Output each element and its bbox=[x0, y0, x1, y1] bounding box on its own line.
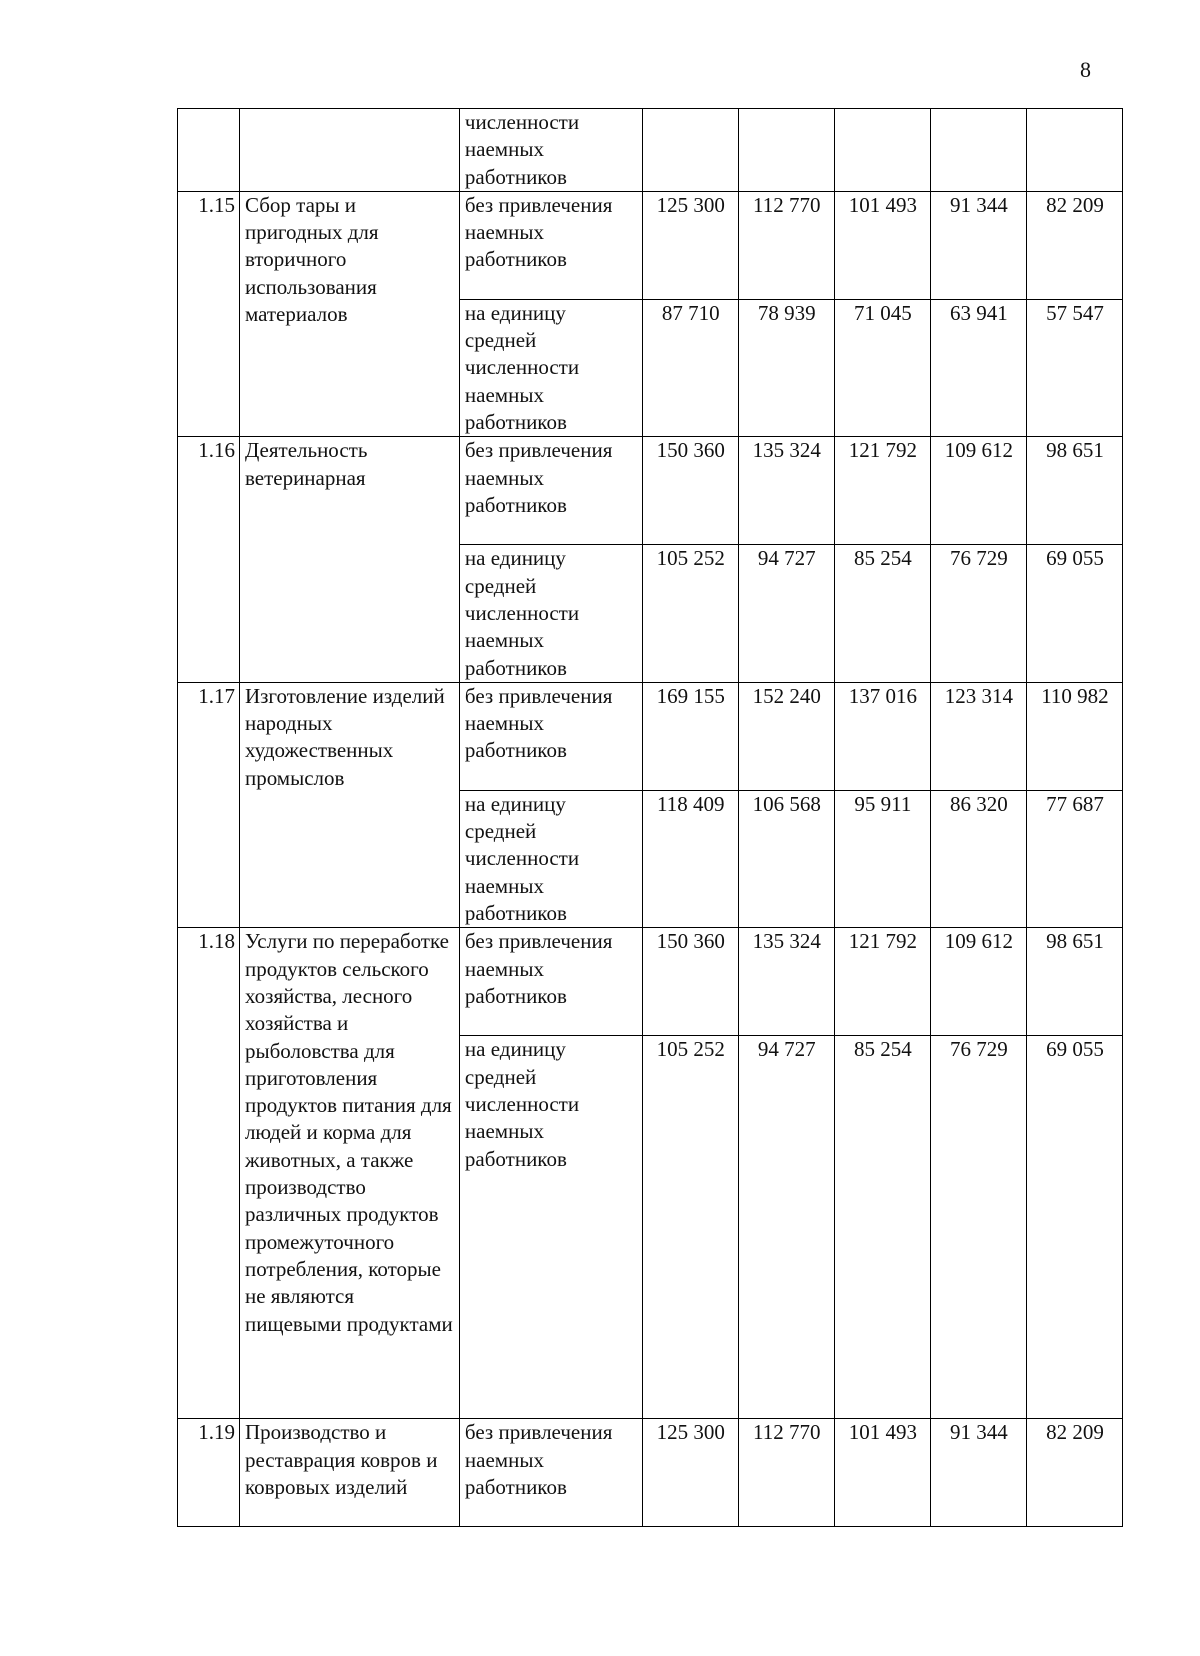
calculation-basis: на единицу средней численности наемных работников bbox=[459, 299, 642, 436]
row-number: 1.18 bbox=[178, 928, 240, 1419]
value-cell: 87 710 bbox=[642, 299, 738, 436]
activity-name: Сбор тары и пригодных для вторичного использования материалов bbox=[239, 191, 459, 436]
value-cell: 57 547 bbox=[1026, 299, 1122, 436]
rates-table bbox=[177, 108, 1123, 1527]
value-cell: 135 324 bbox=[738, 928, 834, 1036]
value-cell: 94 727 bbox=[738, 1036, 834, 1419]
table-row bbox=[178, 437, 1123, 545]
activity-name: Изготовление изделий народных художественных промыслов bbox=[239, 682, 459, 927]
value-cell: 121 792 bbox=[834, 437, 930, 545]
value-cell: 125 300 bbox=[642, 1419, 738, 1527]
page-number: 8 bbox=[1080, 57, 1091, 82]
value-cell: 125 300 bbox=[642, 191, 738, 299]
value-cell: 137 016 bbox=[834, 682, 930, 790]
calculation-basis: численности наемных работников bbox=[459, 109, 642, 192]
activity-name bbox=[239, 109, 459, 192]
value-cell: 123 314 bbox=[930, 682, 1026, 790]
calculation-basis: без привлечения наемных работников bbox=[459, 1419, 642, 1527]
value-cell: 78 939 bbox=[738, 299, 834, 436]
row-number: 1.16 bbox=[178, 437, 240, 682]
value-cell: 85 254 bbox=[834, 1036, 930, 1419]
value-cell: 86 320 bbox=[930, 790, 1026, 927]
row-number: 1.19 bbox=[178, 1419, 240, 1527]
value-cell: 135 324 bbox=[738, 437, 834, 545]
value-cell: 63 941 bbox=[930, 299, 1026, 436]
value-cell: 77 687 bbox=[1026, 790, 1122, 927]
table-row bbox=[178, 682, 1123, 790]
value-cell: 101 493 bbox=[834, 1419, 930, 1527]
value-cell: 121 792 bbox=[834, 928, 930, 1036]
activity-name: Деятельность ветеринарная bbox=[239, 437, 459, 682]
value-cell: 150 360 bbox=[642, 437, 738, 545]
calculation-basis: на единицу средней численности наемных работников bbox=[459, 1036, 642, 1419]
value-cell: 101 493 bbox=[834, 191, 930, 299]
value-cell: 105 252 bbox=[642, 545, 738, 682]
value-cell: 110 982 bbox=[1026, 682, 1122, 790]
value-cell bbox=[738, 109, 834, 192]
value-cell bbox=[642, 109, 738, 192]
value-cell bbox=[1026, 109, 1122, 192]
value-cell: 105 252 bbox=[642, 1036, 738, 1419]
value-cell: 71 045 bbox=[834, 299, 930, 436]
value-cell: 95 911 bbox=[834, 790, 930, 927]
row-number: 1.17 bbox=[178, 682, 240, 927]
table-row bbox=[178, 109, 1123, 192]
table-row bbox=[178, 1419, 1123, 1527]
value-cell: 76 729 bbox=[930, 545, 1026, 682]
table-row bbox=[178, 928, 1123, 1036]
value-cell: 109 612 bbox=[930, 928, 1026, 1036]
value-cell: 82 209 bbox=[1026, 1419, 1122, 1527]
value-cell: 109 612 bbox=[930, 437, 1026, 545]
value-cell: 112 770 bbox=[738, 191, 834, 299]
value-cell: 82 209 bbox=[1026, 191, 1122, 299]
calculation-basis: без привлечения наемных работников bbox=[459, 191, 642, 299]
value-cell: 91 344 bbox=[930, 191, 1026, 299]
value-cell: 112 770 bbox=[738, 1419, 834, 1527]
calculation-basis: без привлечения наемных работников bbox=[459, 682, 642, 790]
calculation-basis: без привлечения наемных работников bbox=[459, 928, 642, 1036]
value-cell: 69 055 bbox=[1026, 1036, 1122, 1419]
value-cell: 118 409 bbox=[642, 790, 738, 927]
activity-name: Услуги по переработке продуктов сельского хозяйства, лесного хозяйства и рыболовства для приготовления продуктов питания для людей и корма для животных, а также производство различных продуктов промежуточного потребления, которые не являются пищевыми продуктами bbox=[239, 928, 459, 1419]
table-row bbox=[178, 191, 1123, 299]
value-cell bbox=[930, 109, 1026, 192]
value-cell: 85 254 bbox=[834, 545, 930, 682]
calculation-basis: на единицу средней численности наемных работников bbox=[459, 790, 642, 927]
value-cell: 150 360 bbox=[642, 928, 738, 1036]
value-cell: 152 240 bbox=[738, 682, 834, 790]
value-cell: 91 344 bbox=[930, 1419, 1026, 1527]
calculation-basis: на единицу средней численности наемных работников bbox=[459, 545, 642, 682]
value-cell: 94 727 bbox=[738, 545, 834, 682]
value-cell: 98 651 bbox=[1026, 928, 1122, 1036]
value-cell: 98 651 bbox=[1026, 437, 1122, 545]
value-cell: 76 729 bbox=[930, 1036, 1026, 1419]
value-cell: 106 568 bbox=[738, 790, 834, 927]
value-cell: 169 155 bbox=[642, 682, 738, 790]
row-number: 1.15 bbox=[178, 191, 240, 436]
activity-name: Производство и реставрация ковров и ковровых изделий bbox=[239, 1419, 459, 1527]
value-cell bbox=[834, 109, 930, 192]
value-cell: 69 055 bbox=[1026, 545, 1122, 682]
row-number bbox=[178, 109, 240, 192]
calculation-basis: без привлечения наемных работников bbox=[459, 437, 642, 545]
